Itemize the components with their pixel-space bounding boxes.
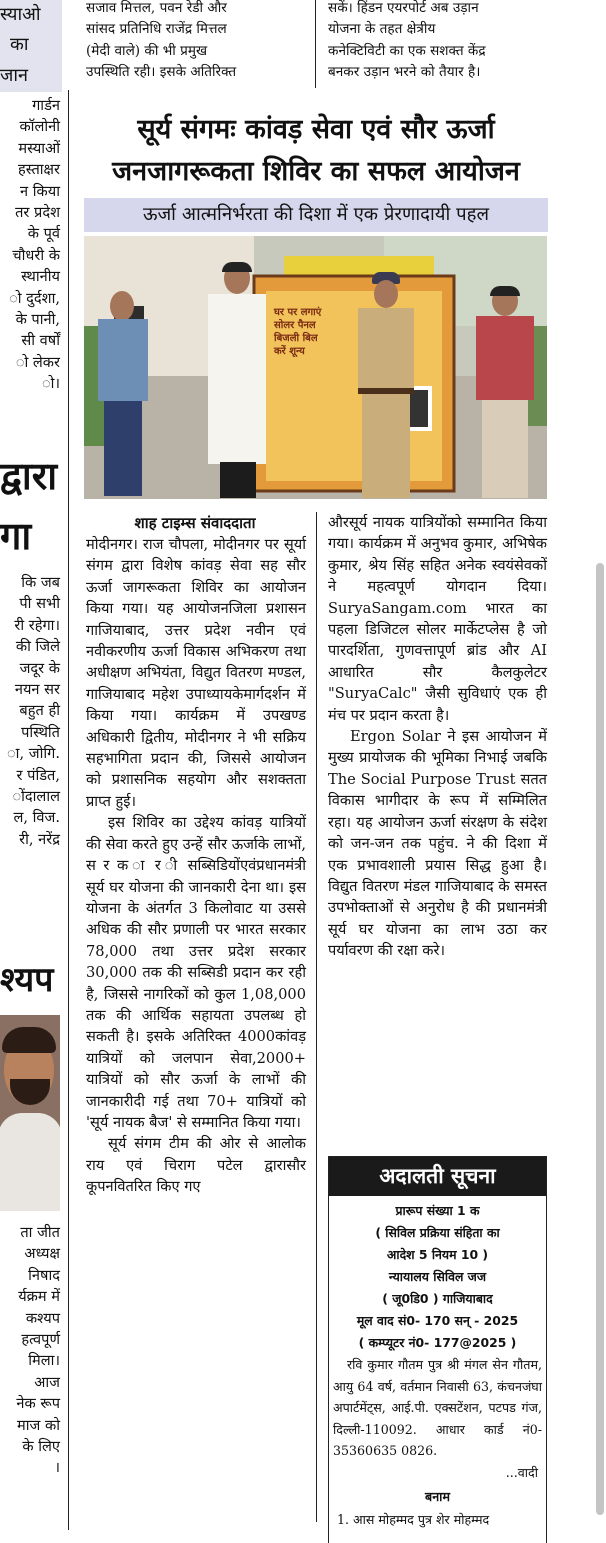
article-paragraph: सूर्य संगम टीम की ओर से आलोक राय एवं चिराग पटेल द्वारासौर कूपनवितरित किए गए — [86, 1135, 306, 1196]
left-line: जदूर के — [19, 659, 60, 677]
person-1 — [94, 291, 152, 496]
person-3-police — [354, 272, 418, 498]
top-right-line: कनेक्टिविटी का एक सशक्त केंद्र — [328, 42, 486, 59]
left-line: न किया — [20, 182, 60, 200]
left-line: ो लेकर — [15, 353, 60, 371]
left-line: माज को — [17, 1416, 60, 1434]
article-column-2 — [328, 512, 547, 962]
byline: शाह टाइम्स संवाददाता — [134, 514, 256, 532]
left-line: के पूर्व — [27, 225, 60, 243]
left-column — [0, 0, 66, 1543]
top-column-rule — [315, 0, 316, 88]
top-left-line: (मेदी वाले) की भी प्रमुख — [86, 42, 208, 59]
banner-line: बिजली बिल — [274, 333, 318, 344]
article-column-1 — [86, 534, 306, 1198]
person-4 — [472, 286, 538, 498]
left-line: बहुत ही — [19, 702, 60, 720]
article-column-rule — [316, 512, 317, 1522]
notice-title: अदालती सूचना — [329, 1157, 546, 1196]
left-line: अध्यक्ष — [24, 1245, 60, 1263]
left-line: कश्यप — [25, 1309, 60, 1327]
notice-line: आदेश 5 नियम 10 ) — [386, 1247, 489, 1262]
top-left-line: सांसद प्रतिनिधि राजेंद्र मित्तल — [86, 21, 227, 38]
notice-line: न्यायालय सिविल जज — [388, 1269, 487, 1284]
left-line: ो। — [42, 375, 60, 393]
left-heading: श्यप — [0, 960, 54, 1000]
left-line: स्थानीय — [21, 268, 60, 286]
left-person-photo — [0, 1015, 60, 1211]
left-line: स्याओ — [0, 4, 41, 25]
banner-line: करें शून्य — [274, 346, 305, 357]
left-line: गार्डन — [32, 97, 60, 114]
left-line: जान — [0, 65, 29, 86]
notice-computer-number: ( कम्प्यूटर नं0- 177@2025 ) — [358, 1335, 517, 1350]
column-rule — [68, 90, 69, 1530]
left-line: मिला। — [28, 1352, 60, 1370]
left-line: ोंदालाल — [12, 788, 60, 806]
left-line: । — [54, 1459, 60, 1477]
left-line: कॉलोनी — [19, 118, 60, 136]
top-right-line: योजना के तहत क्षेत्रीय — [328, 21, 436, 38]
left-line: के लिए — [22, 1438, 60, 1456]
article-paragraph: मोदीनगर। राज चौपला, मोदीनगर पर सूर्या संगम द्वारा विशेष कांवड़ सेवा सह सौर ऊर्जा जागरूकता शिविर का आयोजन किया गया। यह आयोजनजिला प्रशासन गाजियाबाद, उत्तर प्रदेश नवीन एवं नवीकरणीय ऊर्जा विकास अभिकरण तथा अधीक्षण अभियंता, विद्युत वितरण मण्डल, गाजियाबाद महेश उपाध्यायकेमार्गदर्शन में किया गया। कार्यक्रम में उपखण्ड अधिकारी द्वितीय, मोदीनगर ने भी सक्रिय सहभागिता प्रदान की, जिससे आयोजन को प्रशासनिक सहयोग और सशक्तता प्राप्त हुई। — [86, 536, 306, 810]
left-line: का — [10, 34, 29, 55]
article-paragraph: औरसूर्य नायक यात्रियोंको सम्मानित किया गया। कार्यक्रम में अनुभव कुमार, अभिषेक कुमार, श्रेय सिंह सहित अनेक स्वयंसेवकों ने महत्वपूर्ण योगदान दिया। SuryaSangam.com भारत का पहला डिजिटल सोलर मार्केटप्लेस है जो पारदर्शिता, गुणवत्तापूर्ण ब्रांड और AI आधारित सौर कैलकुलेटर "SuryaCalc" जैसी सुविधाएं एक ही मंच पर प्रदान करता है। — [328, 514, 547, 724]
left-line: ो दुर्दशा, — [9, 289, 60, 307]
left-line: हस्ताक्षर — [18, 161, 60, 179]
left-line: नयन सर — [14, 681, 60, 699]
left-heading: द्वारा — [0, 454, 58, 498]
article-photo — [84, 236, 547, 499]
left-line: री रहेगा। — [14, 616, 60, 634]
left-line: री, नरेंद्र — [19, 830, 60, 848]
left-line: पी सभी — [19, 595, 60, 613]
notice-vadi: ...वादी — [505, 1464, 538, 1480]
top-left-line: सजाव मित्तल, पवन रेडी और — [86, 0, 227, 16]
top-right-line: सकें। हिंडन एयरपोर्ट अब उड़ान — [328, 0, 479, 16]
top-left-line: उपस्थिति रही। इसके अतिरिक्त — [86, 64, 237, 81]
banner-line: घर पर लगाएं — [274, 307, 322, 318]
person-2 — [202, 262, 272, 498]
left-line: ल, विज. — [13, 809, 60, 827]
notice-case-number: मूल वाद सं0- 170 सन् - 2025 — [356, 1313, 519, 1328]
headline-line-1: सूर्य संगमः कांवड़ सेवा एवं सौर ऊर्जा — [137, 114, 495, 145]
notice-line: ( सिविल प्रक्रिया संहिता का — [375, 1225, 500, 1240]
left-heading: गा — [0, 514, 32, 558]
top-strip-left — [86, 0, 306, 84]
left-block-1 — [0, 95, 60, 395]
top-strip-right — [328, 0, 548, 84]
left-line: मस्याओं — [18, 139, 60, 157]
notice-banam: बनाम — [425, 1488, 450, 1504]
banner-line: सोलर पैनल — [274, 320, 316, 331]
subheadline: ऊर्जा आत्मनिर्भरता की दिशा में एक प्रेरणादायी पहल — [84, 198, 548, 232]
left-line: कि जब — [21, 574, 60, 591]
top-right-line: बनकर उड़ान भरने को तैयार है। — [328, 64, 481, 81]
notice-defendant-line: 1. आस मोहम्मद पुत्र शेर मोहम्मद — [337, 1511, 490, 1527]
article-paragraph: इस शिविर का उद्देश्य कांवड़ यात्रियों की सेवा करते हुए उन्हें सौर ऊर्जाके लाभों, स र क ा र ी सब्सिडियोंएवंप्रधानमंत्री सूर्य घर योजना की जानकारी देना था। इस योजना के अंतर्गत 3 किलोवाट या उससे अधिक की सौर प्रणाली पर भारत सरकार 78,000 तथा उत्तर प्रदेश सरकार 30,000 तक की सब्सिडी प्रदान कर रही है, जिससे नागरिकों को कुल 1,08,000 तक की आर्थिक सहायता उपलब्ध हो सकती है। इसके अतिरिक्त 4000कांवड़ यात्रियों को जलपान सेवा,2000+ यात्रियों को सौर ऊर्जा के लाभों की जानकारीदी गई तथा 70+ यात्रियों को 'सूर्य नायक बैज' से सम्मानित किया गया। — [86, 814, 306, 1131]
court-notice — [328, 1156, 547, 1543]
left-line: तर प्रदेश — [15, 204, 60, 222]
left-block-2 — [0, 572, 60, 850]
left-line: आज — [34, 1373, 60, 1391]
left-block-3 — [0, 1222, 60, 1479]
left-line: पस्थिति — [21, 723, 60, 741]
notice-line: ( जू0डि0 ) गाजियाबाद — [382, 1291, 493, 1306]
left-line: र्यक्रम में — [18, 1288, 60, 1306]
left-line: नेक रूप — [16, 1395, 60, 1413]
left-line: की जिले — [15, 638, 60, 656]
notice-body: रवि कुमार गौतम पुत्र श्री मंगल सेन गौतम, आयु 64 वर्ष, वर्तमान निवासी 63, कंचनजंघा अपार्टमेंट्स, आई.पी. एक्सटेंशन, पटपड गंज, दिल्ली-110092. आधार कार्ड नं0-35360635 0826. — [333, 1357, 542, 1458]
scrollbar-thumb[interactable] — [596, 563, 604, 1515]
headline-line-2: जनजागरूकता शिविर का सफल आयोजन — [112, 156, 520, 187]
left-line: के पानी, — [15, 311, 60, 329]
left-line: ा, जोगि. — [7, 745, 60, 763]
left-line: निषाद — [28, 1266, 60, 1284]
article-paragraph: Ergon Solar ने इस आयोजन में मुख्य प्रायोजक की भूमिका निभाई जबकि The Social Purpose Trust सतत विकास भागीदार के रूप में सम्मिलित रहा। यह आयोजन ऊर्जा संरक्षण के संदेश को जन-जन तक पहुंच. ने की दिशा में एक प्रभावशाली प्रयास सिद्ध हुआ है। विद्युत वितरण मंडल गाजियाबाद के समस्त उपभोक्ताओं से अनुरोध है की प्रधानमंत्री सूर्य घर योजना का लाभ उठा कर पर्यावरण की रक्षा करे। — [328, 728, 547, 960]
left-line: सी वर्षों — [21, 332, 60, 350]
left-line: हत्वपूर्ण — [21, 1331, 60, 1349]
left-line: र पंडित, — [16, 766, 60, 784]
left-line: चौधरी के — [12, 246, 60, 264]
left-line: ता जीत — [20, 1224, 60, 1241]
notice-line: प्रारूप संख्या 1 क — [395, 1203, 480, 1218]
